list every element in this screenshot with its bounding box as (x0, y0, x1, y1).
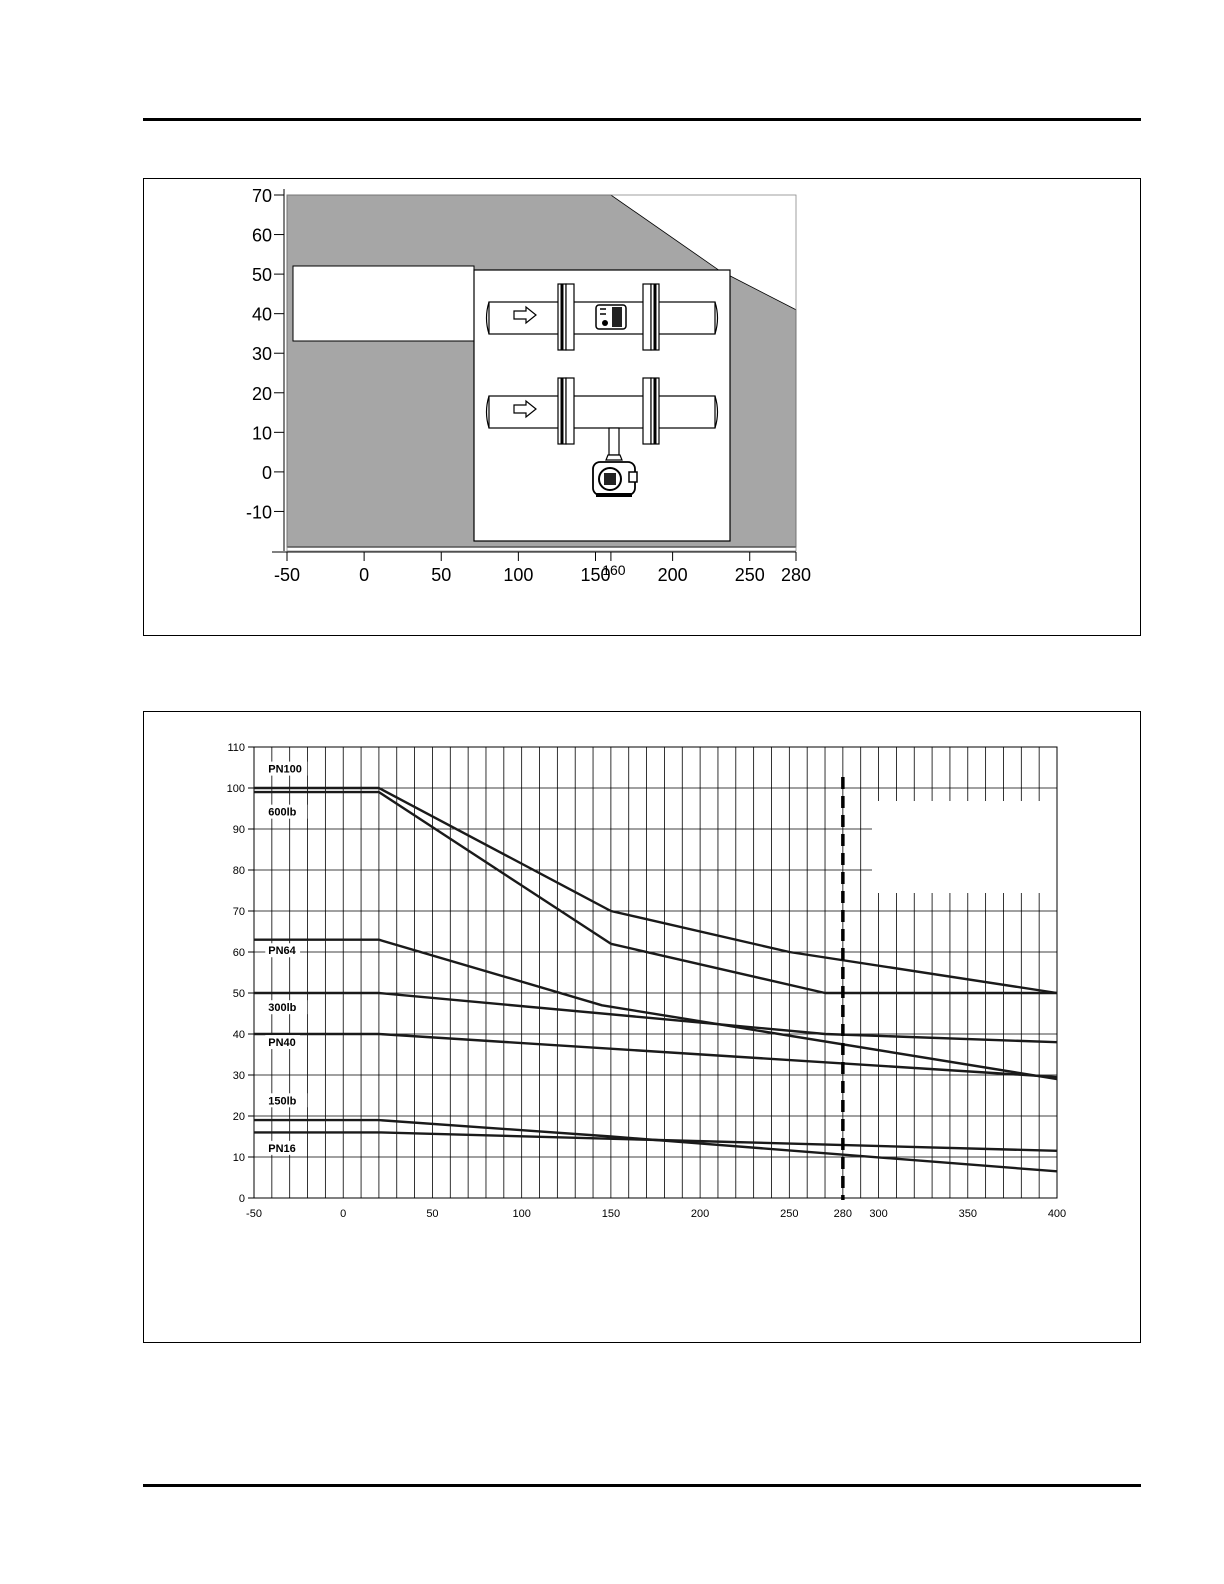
series-line-pn64 (254, 940, 1057, 1079)
series-line-pn16 (254, 1132, 1057, 1150)
x-tick-label: 150 (601, 1208, 621, 1220)
series-label: PN16 (268, 1142, 296, 1155)
blank-note-box (872, 801, 1058, 893)
y-tick-label: 50 (251, 265, 272, 286)
x-tick-label: 350 (958, 1208, 977, 1220)
y-tick-label: 110 (227, 742, 245, 754)
header-rule (143, 118, 1141, 121)
y-tick-group (227, 742, 254, 1205)
x-tick-label: 50 (426, 1208, 439, 1220)
installation-inset (474, 270, 730, 541)
x-tick-label: 50 (431, 565, 452, 585)
y-tick-label: 70 (232, 906, 245, 918)
x-tick-group (246, 1208, 1066, 1220)
x-tick-label: 200 (690, 1208, 710, 1220)
blank-label-box (293, 266, 474, 341)
compact-transmitter-icon (596, 305, 626, 329)
y-tick-label: 90 (232, 824, 245, 836)
x-tick-label: 200 (657, 565, 688, 585)
y-tick-label: 10 (251, 423, 272, 444)
y-tick-group (246, 186, 284, 522)
x-tick-label: 280 (780, 565, 812, 585)
y-tick-label: 80 (232, 865, 245, 877)
y-tick-label: 30 (251, 344, 272, 365)
y-tick-label: 10 (232, 1152, 245, 1164)
y-tick-label: 60 (232, 947, 245, 959)
series-line-pn40 (254, 1034, 1057, 1077)
temperature-range-chart-frame (143, 178, 1141, 636)
y-tick-label: 30 (232, 1070, 245, 1082)
pressure-rating-chart (144, 712, 1142, 1344)
series-label: PN100 (268, 763, 302, 776)
y-tick-label: 40 (232, 1029, 245, 1041)
series-label: 600lb (268, 806, 297, 819)
x-tick-label: 300 (869, 1208, 888, 1220)
y-tick-label: -10 (245, 502, 272, 523)
x-tick-label: 100 (512, 1208, 531, 1220)
y-tick-label: 20 (232, 1111, 245, 1123)
x-tick-label: 160 (602, 562, 626, 578)
x-tick-label: 100 (503, 565, 534, 585)
series-line-150lb (254, 1120, 1057, 1171)
x-tick-label: -50 (273, 565, 301, 585)
series-label: 150lb (268, 1095, 297, 1108)
x-tick-label: 250 (734, 565, 765, 585)
y-tick-label: 100 (226, 783, 245, 795)
series-label: 300lb (268, 1002, 297, 1015)
x-tick-label: 0 (340, 1208, 347, 1220)
x-tick-label: 150 (580, 565, 611, 585)
y-tick-label: 0 (238, 1193, 245, 1205)
y-tick-label: 20 (251, 383, 272, 404)
temperature-range-chart (144, 179, 1142, 637)
footer-rule (143, 1484, 1141, 1487)
x-tick-label: 0 (359, 565, 370, 585)
pressure-rating-chart-frame (143, 711, 1141, 1343)
y-tick-label: 70 (251, 186, 272, 206)
x-tick-label: 280 (833, 1208, 853, 1220)
series-label: PN40 (268, 1037, 296, 1050)
y-tick-label: 40 (251, 304, 272, 325)
y-tick-label: 0 (261, 462, 272, 483)
y-tick-label: 50 (232, 988, 245, 1000)
x-tick-group (274, 552, 811, 585)
series-label: PN64 (268, 945, 296, 958)
x-tick-label: 400 (1047, 1208, 1067, 1220)
x-tick-label: -50 (246, 1208, 262, 1220)
x-tick-label: 250 (780, 1208, 799, 1220)
y-tick-label: 60 (251, 225, 272, 246)
